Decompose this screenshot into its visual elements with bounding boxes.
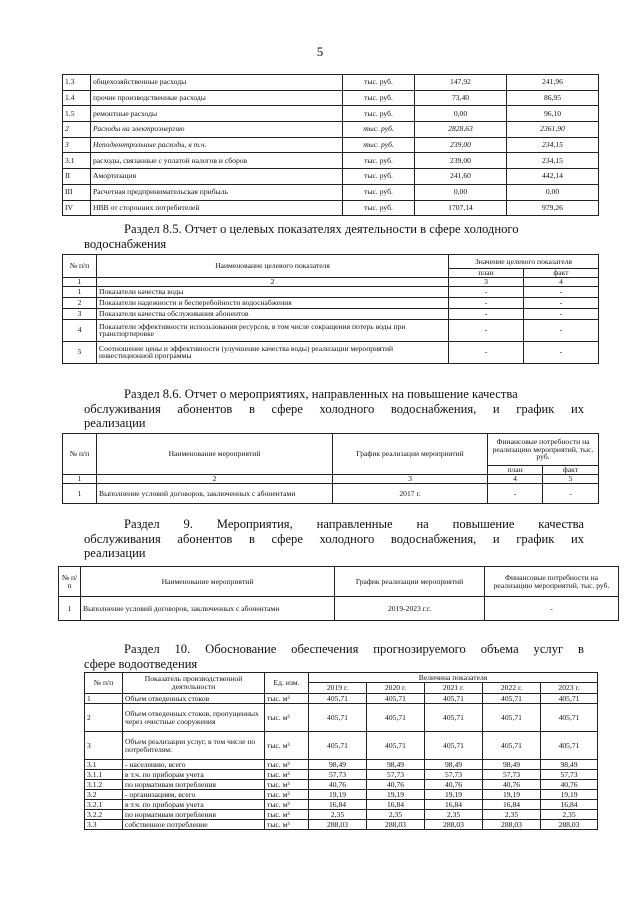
row-unit: тыс. руб. bbox=[343, 75, 415, 91]
row-unit: тыс. м³ bbox=[265, 704, 309, 732]
row-value: 405,71 bbox=[425, 732, 483, 760]
row-name: Соотношение цены и эффективности (улучшение качества воды) реализации мероприятий инвестиционной программы bbox=[97, 341, 449, 363]
col-value-header: Значение целевого показателя bbox=[449, 255, 599, 269]
row-value: 288,03 bbox=[309, 820, 367, 830]
section-8-6-heading: Раздел 8.6. Отчет о мероприятиях, направленных на повышение качества обслуживания абонентов в сфере холодного водоснабжения, и график их реализации bbox=[84, 387, 584, 430]
row-name: - населению, всего bbox=[123, 760, 265, 770]
index-cell: 4 bbox=[488, 475, 543, 484]
table-row bbox=[63, 106, 599, 122]
target-indicators-table bbox=[62, 254, 599, 364]
index-cell: 2 bbox=[97, 277, 449, 286]
index-cell: 4 bbox=[524, 277, 599, 286]
table-row bbox=[63, 297, 599, 308]
page-number: 5 bbox=[316, 44, 324, 59]
row-name: ремонтные расходы bbox=[91, 106, 343, 122]
row-value: 98,49 bbox=[309, 760, 367, 770]
table-row bbox=[63, 308, 599, 319]
row-number: 3.2 bbox=[85, 790, 123, 800]
row-number: IV bbox=[63, 200, 91, 216]
index-cell: 2 bbox=[97, 475, 333, 484]
row-plan: - bbox=[449, 341, 524, 363]
table-row bbox=[63, 184, 599, 200]
index-cell: 3 bbox=[449, 277, 524, 286]
col-plan-header: план bbox=[488, 466, 543, 475]
row-value: 57,73 bbox=[483, 770, 541, 780]
index-cell: 1 bbox=[63, 277, 97, 286]
row-value: 40,76 bbox=[309, 780, 367, 790]
row-plan: - bbox=[449, 319, 524, 341]
row-value: 2,35 bbox=[309, 810, 367, 820]
col-plan-header: план bbox=[449, 269, 524, 278]
row-name: в т.ч. по приборам учета bbox=[123, 800, 265, 810]
table-row bbox=[63, 153, 599, 169]
row-number: 1.5 bbox=[63, 106, 91, 122]
table-row bbox=[63, 90, 599, 106]
row-number: 2 bbox=[63, 297, 97, 308]
table-row bbox=[63, 200, 599, 216]
row-fact: - bbox=[524, 308, 599, 319]
col-value-header: Величина показателя bbox=[309, 673, 598, 683]
row-name: по нормативам потребления bbox=[123, 810, 265, 820]
row-name: Показатели качества воды bbox=[97, 286, 449, 297]
row-number: 3 bbox=[63, 308, 97, 319]
table-row bbox=[63, 484, 599, 504]
row-value-plan: 241,60 bbox=[415, 169, 507, 185]
row-value-plan: 73,40 bbox=[415, 90, 507, 106]
row-name: - организациям, всего bbox=[123, 790, 265, 800]
table-row bbox=[63, 122, 599, 138]
table-row bbox=[85, 780, 598, 790]
row-value: 57,73 bbox=[425, 770, 483, 780]
row-value-fact: 2361,90 bbox=[507, 122, 599, 138]
row-value: 2,35 bbox=[425, 810, 483, 820]
row-fact: - bbox=[524, 286, 599, 297]
row-fact: - bbox=[524, 319, 599, 341]
row-unit: тыс. м³ bbox=[265, 780, 309, 790]
row-number: 3 bbox=[85, 732, 123, 760]
cost-table bbox=[62, 74, 599, 216]
row-value: 16,84 bbox=[541, 800, 598, 810]
row-fact: - bbox=[524, 341, 599, 363]
row-value: 405,71 bbox=[367, 694, 425, 704]
row-value: 40,76 bbox=[425, 780, 483, 790]
row-value: 405,71 bbox=[541, 694, 598, 704]
col-num-header: № п/п bbox=[59, 567, 81, 597]
col-name-header: Наименование мероприятий bbox=[81, 567, 335, 597]
row-value-fact: 979,26 bbox=[507, 200, 599, 216]
row-value: 405,71 bbox=[309, 732, 367, 760]
row-value: 16,84 bbox=[309, 800, 367, 810]
row-value: 16,84 bbox=[425, 800, 483, 810]
row-name: по нормативам потребления bbox=[123, 780, 265, 790]
row-fact: - bbox=[524, 297, 599, 308]
row-number: 3.1 bbox=[85, 760, 123, 770]
row-value: 40,76 bbox=[541, 780, 598, 790]
table-row bbox=[63, 319, 599, 341]
section-10-heading: Раздел 10. Обоснование обеспечения прогнозируемого объема услуг в сфере водоотведения bbox=[84, 642, 584, 671]
row-fact: - bbox=[543, 484, 599, 504]
row-name: в т.ч. по приборам учета bbox=[123, 770, 265, 780]
row-value: 405,71 bbox=[483, 694, 541, 704]
service-volume-table bbox=[84, 672, 598, 830]
row-name: Выполнение условий договоров, заключенных с абонентами bbox=[97, 484, 333, 504]
table-row bbox=[63, 286, 599, 297]
table-row bbox=[63, 341, 599, 363]
year-header: 2022 г. bbox=[483, 683, 541, 694]
row-name: Амортизация bbox=[91, 169, 343, 185]
table-row bbox=[85, 732, 598, 760]
row-name: Объем реализации услуг, в том числе по потребителям: bbox=[123, 732, 265, 760]
row-value: 405,71 bbox=[541, 732, 598, 760]
section-9-heading: Раздел 9. Мероприятия, направленные на повышение качества обслуживания абонентов в сфере холодного водоснабжения, и график их реализации bbox=[84, 517, 584, 560]
row-name: расходы, связанные с уплатой налогов и сборов bbox=[91, 153, 343, 169]
col-fact-header: факт bbox=[543, 466, 599, 475]
row-plan: - bbox=[449, 286, 524, 297]
row-name: Расходы на электроэнергию bbox=[91, 122, 343, 138]
measures-plan-table bbox=[58, 566, 619, 621]
row-unit: тыс. м³ bbox=[265, 800, 309, 810]
row-value: 19,19 bbox=[367, 790, 425, 800]
row-number: 3.1.2 bbox=[85, 780, 123, 790]
row-value-plan: 239,00 bbox=[415, 137, 507, 153]
row-number: 1 bbox=[59, 597, 81, 621]
row-name: Неподконтрольные расходы, в т.ч. bbox=[91, 137, 343, 153]
row-name: Расчетная предпринимательская прибыль bbox=[91, 184, 343, 200]
table-row bbox=[59, 597, 619, 621]
row-name: Выполнение условий договоров, заключенных с абонентами bbox=[81, 597, 335, 621]
row-number: 3.2.2 bbox=[85, 810, 123, 820]
row-value: 405,71 bbox=[541, 704, 598, 732]
row-unit: тыс. м³ bbox=[265, 732, 309, 760]
row-schedule: 2019-2023 г.г. bbox=[335, 597, 485, 621]
row-number: 3.2.1 bbox=[85, 800, 123, 810]
row-unit: тыс. м³ bbox=[265, 820, 309, 830]
col-schedule-header: График реализации мероприятий bbox=[335, 567, 485, 597]
table-row bbox=[85, 760, 598, 770]
row-value: 98,49 bbox=[425, 760, 483, 770]
row-value-plan: 0,00 bbox=[415, 184, 507, 200]
table-row bbox=[85, 770, 598, 780]
row-name: Объем отведенных стоков, пропущенных через очистные сооружения bbox=[123, 704, 265, 732]
table-row bbox=[63, 75, 599, 91]
row-unit: тыс. руб. bbox=[343, 184, 415, 200]
row-value: 19,19 bbox=[425, 790, 483, 800]
row-value: 288,03 bbox=[367, 820, 425, 830]
row-value: 40,76 bbox=[483, 780, 541, 790]
row-name: НВВ от сторонних потребителей bbox=[91, 200, 343, 216]
index-cell: 5 bbox=[543, 475, 599, 484]
index-cell: 1 bbox=[63, 475, 97, 484]
row-value: 405,71 bbox=[425, 704, 483, 732]
row-number: 3.1 bbox=[63, 153, 91, 169]
row-unit: тыс. руб. bbox=[343, 153, 415, 169]
row-number: 1 bbox=[63, 484, 97, 504]
row-name: собственное потребление bbox=[123, 820, 265, 830]
row-value-fact: 0,00 bbox=[507, 184, 599, 200]
row-value-fact: 86,95 bbox=[507, 90, 599, 106]
row-plan: - bbox=[488, 484, 543, 504]
row-name: Показатели качества обслуживания абонентов bbox=[97, 308, 449, 319]
row-value-fact: 442,14 bbox=[507, 169, 599, 185]
table-row bbox=[63, 137, 599, 153]
row-unit: тыс. м³ bbox=[265, 770, 309, 780]
section-8-5-heading: Раздел 8.5. Отчет о целевых показателях деятельности в сфере холодного водоснабжения bbox=[84, 222, 519, 251]
row-schedule: 2017 г. bbox=[333, 484, 488, 504]
row-value-plan: 1707,14 bbox=[415, 200, 507, 216]
row-number: 3.3 bbox=[85, 820, 123, 830]
row-name: Объем отведенных стоков bbox=[123, 694, 265, 704]
row-value: 19,19 bbox=[541, 790, 598, 800]
row-number: 1 bbox=[85, 694, 123, 704]
row-value: 98,49 bbox=[483, 760, 541, 770]
row-number: 1.4 bbox=[63, 90, 91, 106]
table-row bbox=[85, 820, 598, 830]
row-name: Показатели эффективности использования ресурсов, в том числе сокращения потерь воды при транспортировке bbox=[97, 319, 449, 341]
table-row bbox=[85, 810, 598, 820]
row-value: 405,71 bbox=[425, 694, 483, 704]
row-number: 2 bbox=[63, 122, 91, 138]
col-name-header: Показатель производственной деятельности bbox=[123, 673, 265, 694]
year-header: 2023 г. bbox=[541, 683, 598, 694]
row-value-fact: 241,96 bbox=[507, 75, 599, 91]
row-value-plan: 147,92 bbox=[415, 75, 507, 91]
row-value: 57,73 bbox=[367, 770, 425, 780]
col-num-header: № п/п bbox=[63, 255, 97, 278]
year-header: 2020 г. bbox=[367, 683, 425, 694]
row-unit: тыс. м³ bbox=[265, 810, 309, 820]
row-value: 405,71 bbox=[309, 704, 367, 732]
col-unit-header: Ед. изм. bbox=[265, 673, 309, 694]
row-value: 98,49 bbox=[367, 760, 425, 770]
row-value: 57,73 bbox=[309, 770, 367, 780]
row-value: 19,19 bbox=[309, 790, 367, 800]
measures-report-table bbox=[62, 433, 599, 504]
row-value: 57,73 bbox=[541, 770, 598, 780]
col-schedule-header: График реализации мероприятий bbox=[333, 434, 488, 475]
col-num-header: № п/п bbox=[85, 673, 123, 694]
row-number: 5 bbox=[63, 341, 97, 363]
row-value: 2,35 bbox=[367, 810, 425, 820]
row-value-fact: 96,10 bbox=[507, 106, 599, 122]
index-cell: 3 bbox=[333, 475, 488, 484]
row-value: 405,71 bbox=[309, 694, 367, 704]
col-finance-header: Финансовые потребности на реализацию мероприятий, тыс. руб. bbox=[488, 434, 599, 466]
row-number: 1.3 bbox=[63, 75, 91, 91]
table-row bbox=[85, 704, 598, 732]
row-value-fact: 234,15 bbox=[507, 153, 599, 169]
col-fact-header: факт bbox=[524, 269, 599, 278]
row-value: 2,35 bbox=[541, 810, 598, 820]
row-value: 98,49 bbox=[541, 760, 598, 770]
row-number: 3 bbox=[63, 137, 91, 153]
row-number: II bbox=[63, 169, 91, 185]
row-value: 405,71 bbox=[367, 732, 425, 760]
row-unit: тыс. м³ bbox=[265, 760, 309, 770]
row-value: 405,71 bbox=[367, 704, 425, 732]
row-value: 16,84 bbox=[367, 800, 425, 810]
row-value: 405,71 bbox=[483, 704, 541, 732]
col-finance-header: Финансовые потребности на реализацию мероприятий, тыс. руб. bbox=[485, 567, 619, 597]
row-value: 19,19 bbox=[483, 790, 541, 800]
col-num-header: № п/п bbox=[63, 434, 97, 475]
row-value-plan: 239,00 bbox=[415, 153, 507, 169]
row-finance: - bbox=[485, 597, 619, 621]
row-plan: - bbox=[449, 297, 524, 308]
row-number: 2 bbox=[85, 704, 123, 732]
table-row bbox=[85, 800, 598, 810]
year-header: 2019 г. bbox=[309, 683, 367, 694]
row-number: 3.1.1 bbox=[85, 770, 123, 780]
row-name: общехозяйственные расходы bbox=[91, 75, 343, 91]
row-unit: тыс. руб. bbox=[343, 122, 415, 138]
row-value: 288,03 bbox=[541, 820, 598, 830]
row-name: прочие производственные расходы bbox=[91, 90, 343, 106]
table-row bbox=[85, 790, 598, 800]
row-value: 40,76 bbox=[367, 780, 425, 790]
row-value: 288,03 bbox=[425, 820, 483, 830]
col-name-header: Наименование мероприятий bbox=[97, 434, 333, 475]
row-unit: тыс. руб. bbox=[343, 169, 415, 185]
row-value-plan: 2828,63 bbox=[415, 122, 507, 138]
row-value-plan: 0,00 bbox=[415, 106, 507, 122]
row-number: 1 bbox=[63, 286, 97, 297]
table-row bbox=[85, 694, 598, 704]
year-header: 2021 г. bbox=[425, 683, 483, 694]
row-unit: тыс. м³ bbox=[265, 790, 309, 800]
col-name-header: Наименование целевого показателя bbox=[97, 255, 449, 278]
row-number: III bbox=[63, 184, 91, 200]
row-number: 4 bbox=[63, 319, 97, 341]
row-value-fact: 234,15 bbox=[507, 137, 599, 153]
row-value: 405,71 bbox=[483, 732, 541, 760]
row-unit: тыс. руб. bbox=[343, 200, 415, 216]
row-unit: тыс. руб. bbox=[343, 106, 415, 122]
row-name: Показатели надежности и бесперебойности водоснабжения bbox=[97, 297, 449, 308]
row-plan: - bbox=[449, 308, 524, 319]
row-value: 2,35 bbox=[483, 810, 541, 820]
row-unit: тыс. руб. bbox=[343, 90, 415, 106]
row-unit: тыс. м³ bbox=[265, 694, 309, 704]
row-value: 16,84 bbox=[483, 800, 541, 810]
table-row bbox=[63, 169, 599, 185]
row-unit: тыс. руб. bbox=[343, 137, 415, 153]
row-value: 288,03 bbox=[483, 820, 541, 830]
